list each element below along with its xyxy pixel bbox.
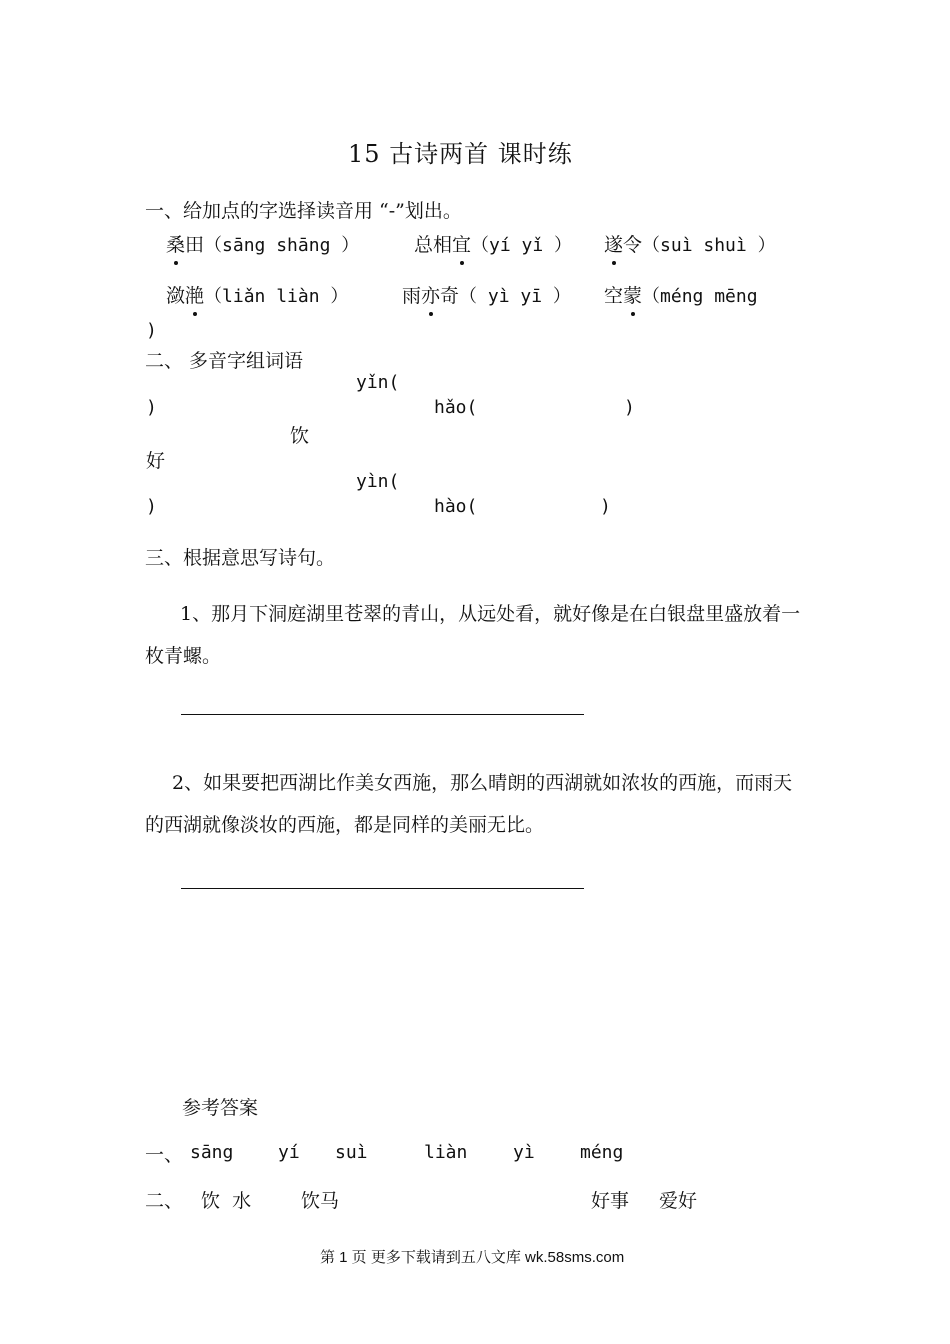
pinyin-options: （méng mēng [642, 286, 758, 307]
dotted-char: 亦 [421, 281, 440, 308]
pinyin-item: 遂令（suì shuì ） [604, 230, 776, 257]
answer-value: méng [580, 1142, 624, 1163]
answer-value: yì [513, 1142, 535, 1163]
answer-value: 好事 [591, 1190, 630, 1212]
char-yin: 饮 [290, 425, 310, 447]
answer-value: suì [335, 1142, 368, 1163]
dotted-char: 遂 [604, 230, 623, 257]
question-2: 2、如果要把西湖比作美女西施，那么晴朗的西湖就如浓妆的西施，而雨天的西湖就像淡妆的西施，都是同样的美丽无比。 [145, 772, 793, 836]
paren-close: ) [146, 397, 157, 418]
answer-value: 饮马 [301, 1190, 340, 1212]
paren-close: ) [600, 496, 611, 517]
section2-heading: 二、 多音字组词语 [145, 350, 304, 372]
pinyin-options: （yí yǐ ） [471, 235, 573, 256]
pinyin-item: 桑田（sāng shāng ） [166, 230, 359, 257]
dotted-char: 桑 [166, 230, 185, 257]
question-1: 1、那月下洞庭湖里苍翠的青山，从远处看，就好像是在白银盘里盛放着一枚青螺。 [145, 603, 801, 667]
dotted-char: 宜 [452, 230, 471, 257]
answers-heading: 参考答案 [182, 1097, 259, 1119]
paren-close: ) [146, 496, 157, 517]
hao-pinyin-top: hǎo( [434, 397, 478, 418]
answer-line [181, 714, 584, 715]
answer-line-2-prefix: 二、 [145, 1190, 184, 1212]
page-footer: 第 1 页 更多下载请到五八文库 wk.58sms.com [320, 1249, 625, 1266]
pinyin-item: 雨亦奇（ yì yī ） [402, 281, 571, 308]
yin-pinyin-bottom: yìn( [356, 471, 400, 492]
answer-value: yí [278, 1142, 300, 1163]
dotted-char: 滟 [185, 281, 204, 308]
dotted-char: 蒙 [623, 281, 642, 308]
pinyin-item: 潋滟（liǎn liàn ） [166, 281, 348, 308]
pinyin-item: 总相宜（yí yǐ ） [414, 230, 572, 257]
pinyin-item: 空蒙（méng mēng [604, 281, 758, 308]
answer-value: liàn [424, 1142, 468, 1163]
answer-value: 饮 水 [201, 1190, 252, 1212]
wrap-paren: ) [146, 320, 157, 341]
pinyin-options: （suì shuì ） [642, 235, 776, 256]
paren-close: ) [624, 397, 635, 418]
char-hao: 好 [146, 450, 166, 472]
section1-heading: 一、给加点的字选择读音用 “-”划出。 [145, 200, 462, 222]
yin-pinyin-top: yǐn( [356, 372, 400, 393]
answer-value: sāng [190, 1142, 234, 1163]
hao-pinyin-bottom: hào( [434, 496, 478, 517]
page-title: 15 古诗两首 课时练 [348, 140, 573, 168]
pinyin-options: （sāng shāng ） [204, 235, 360, 256]
section3-heading: 三、根据意思写诗句。 [145, 547, 336, 569]
answer-line-1-prefix: 一、 [145, 1144, 184, 1166]
answer-value: 爱好 [659, 1190, 698, 1212]
pinyin-options: （ yì yī ） [459, 286, 571, 307]
answer-line [181, 888, 584, 889]
pinyin-options: （liǎn liàn ） [204, 286, 349, 307]
